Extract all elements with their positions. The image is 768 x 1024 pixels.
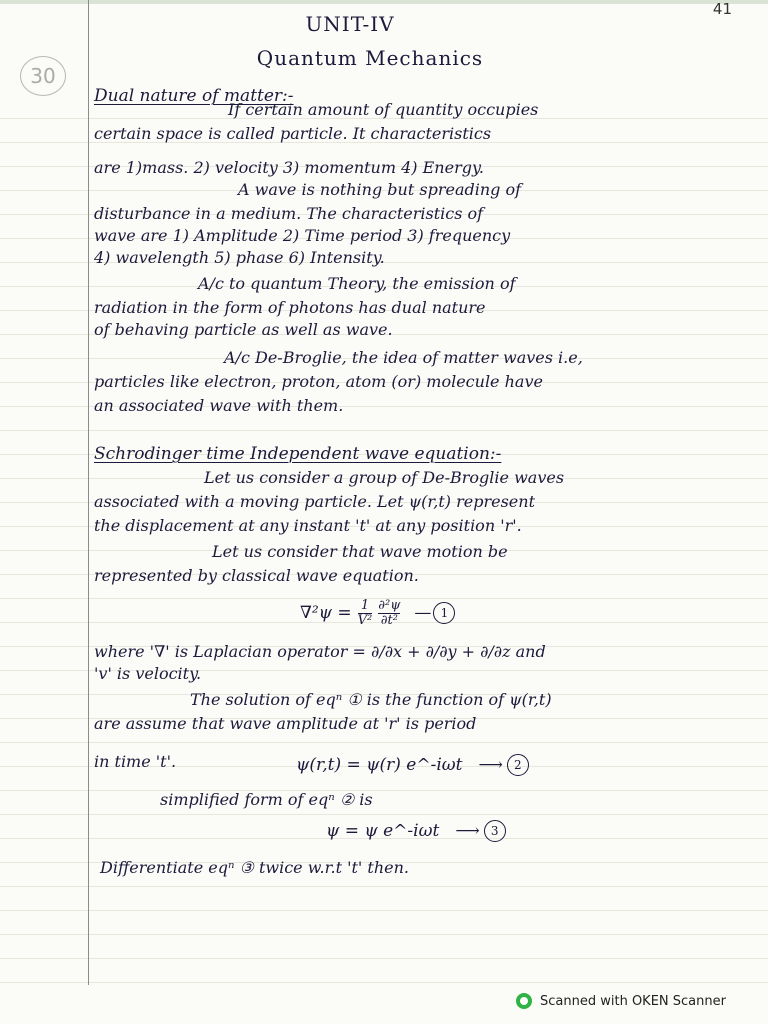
text-line: certain space is called particle. It characteristics <box>94 124 492 143</box>
eq1-lhs: ∇²ψ = <box>300 603 352 623</box>
laplacian-text: where '∇' is Laplacian operator = <box>94 642 366 661</box>
eq1-coefficient-num: 1 <box>360 597 370 613</box>
section-heading-schrodinger: Schrodinger time Independent wave equation:- <box>94 444 502 464</box>
ruled-line <box>0 982 768 983</box>
text-line: A wave is nothing but spreading of <box>238 180 522 199</box>
text-line: particles like electron, proton, atom (or) molecule have <box>94 372 543 391</box>
text-line: A/c De-Broglie, the idea of matter waves i.e, <box>224 348 583 367</box>
ruled-line <box>0 886 768 887</box>
text-line: If certain amount of quantity occupies <box>228 100 539 119</box>
text-line: the displacement at any instant 't' at any position 'r'. <box>94 516 522 535</box>
text-line: 4) wavelength 5) phase 6) Intensity. <box>94 248 385 267</box>
ruled-line <box>0 430 768 431</box>
text-line: A/c to quantum Theory, the emission of <box>198 274 516 293</box>
arrow-icon: ⟶ <box>478 755 503 775</box>
text-line: associated with a moving particle. Let ψ(r,t) represent <box>94 492 536 511</box>
eq2-number: 2 <box>507 754 529 776</box>
text-line: represented by classical wave equation. <box>94 566 419 585</box>
laplacian-and: and <box>515 642 546 661</box>
text-line: Differentiate eqⁿ ③ twice w.r.t 't' then. <box>100 858 409 877</box>
eq1-derivative-den: ∂t² <box>378 613 400 628</box>
ruled-line <box>0 814 768 815</box>
page-top-edge <box>0 0 768 4</box>
scanner-text: Scanned with OKEN Scanner <box>540 993 726 1009</box>
ruled-line <box>0 910 768 911</box>
laplacian-line <box>94 642 546 662</box>
margin-line <box>88 0 89 985</box>
unit-title: UNIT-IV <box>305 12 395 36</box>
arrow-icon: ⟶ <box>455 821 480 841</box>
margin-circle-mark: 30 <box>20 56 66 96</box>
text-line: an associated wave with them. <box>94 396 344 415</box>
page-number: 41 <box>712 0 732 18</box>
eq1-coefficient <box>358 599 373 628</box>
text-line: are assume that wave amplitude at 'r' is period <box>94 714 477 733</box>
text-line: Let us consider a group of De-Broglie waves <box>204 468 565 487</box>
text-line: in time 't'. <box>94 752 177 771</box>
eq1-coefficient-den: V² <box>357 612 373 628</box>
ruled-line <box>0 742 768 743</box>
text-line: radiation in the form of photons has dual nature <box>94 298 486 317</box>
topic-title: Quantum Mechanics <box>256 46 484 70</box>
ruled-line <box>0 934 768 935</box>
eq1-number: 1 <box>433 602 455 624</box>
text-line: The solution of eqⁿ ① is the function of ψ(r,t) <box>190 690 552 709</box>
equation-1 <box>300 596 455 630</box>
text-line: simplified form of eqⁿ ② is <box>160 790 373 809</box>
eq3-number: 3 <box>484 820 506 842</box>
text-line: of behaving particle as well as wave. <box>94 320 393 339</box>
section-heading-dual-nature: Dual nature of matter:- <box>94 86 294 106</box>
ruled-line <box>0 790 768 791</box>
equation-3 <box>326 820 506 842</box>
oken-logo-icon <box>516 993 532 1009</box>
eq3-text: ψ = ψ e^-iωt <box>326 821 440 841</box>
text-line: wave are 1) Amplitude 2) Time period 3) frequency <box>94 226 511 245</box>
eq2-text: ψ(r,t) = ψ(r) e^-iωt <box>296 755 463 775</box>
eq1-dash: — <box>414 603 432 623</box>
eq1-derivative <box>378 599 400 628</box>
laplacian-terms: ∂/∂x + ∂/∂y + ∂/∂z <box>371 642 511 661</box>
text-line: disturbance in a medium. The characteristics of <box>94 204 484 223</box>
eq1-derivative-num: ∂²ψ <box>378 597 401 613</box>
equation-2 <box>296 754 529 776</box>
text-line: are 1)mass. 2) velocity 3) momentum 4) Energy. <box>94 158 484 177</box>
text-line: 'v' is velocity. <box>94 664 202 683</box>
ruled-line <box>0 958 768 959</box>
text-line: Let us consider that wave motion be <box>212 542 508 561</box>
scanner-watermark <box>516 990 726 1012</box>
